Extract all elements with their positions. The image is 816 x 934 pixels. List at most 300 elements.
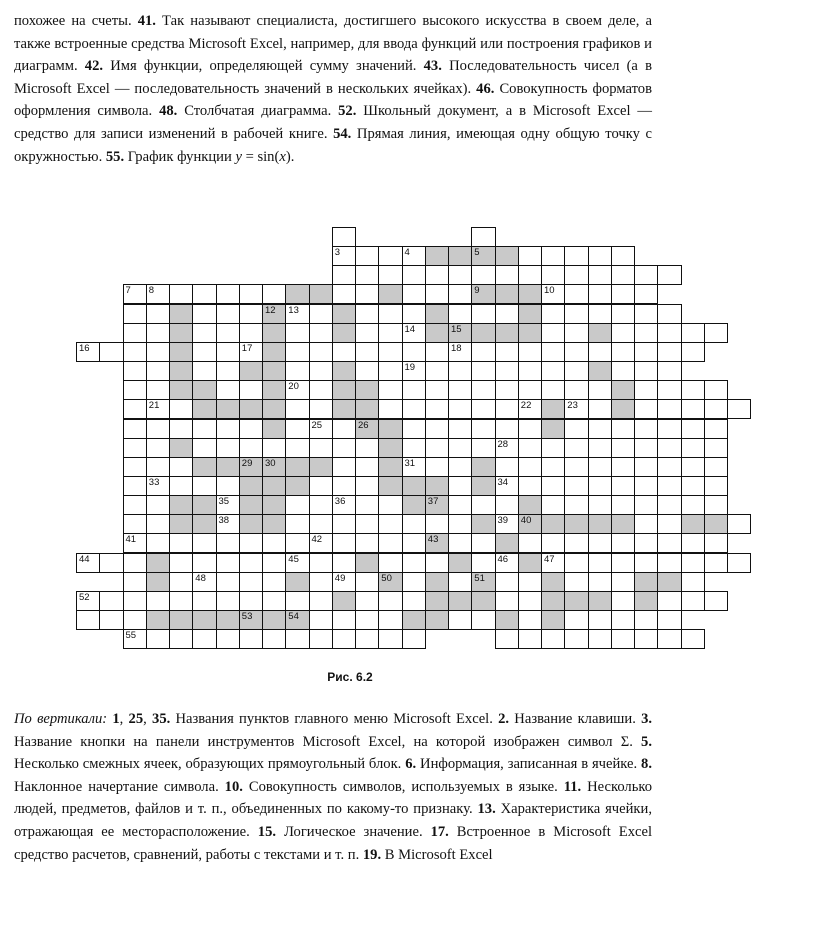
crossword-cell[interactable]	[378, 591, 402, 611]
crossword-cell[interactable]	[192, 629, 216, 649]
crossword-cell[interactable]	[657, 265, 681, 285]
crossword-cell[interactable]	[309, 572, 333, 592]
crossword-cell[interactable]	[169, 533, 193, 553]
crossword-cell[interactable]	[471, 495, 495, 515]
crossword-cell[interactable]	[611, 572, 635, 592]
crossword-cell[interactable]	[588, 304, 612, 324]
crossword-cell[interactable]	[495, 399, 519, 419]
crossword-cell[interactable]	[727, 553, 751, 573]
crossword-cell[interactable]	[634, 265, 658, 285]
crossword-cell[interactable]	[378, 265, 402, 285]
crossword-cell[interactable]	[704, 495, 728, 515]
crossword-cell[interactable]	[239, 533, 263, 553]
crossword-cell[interactable]	[634, 380, 658, 400]
crossword-cell[interactable]	[146, 533, 170, 553]
crossword-cell[interactable]	[123, 419, 147, 439]
crossword-cell[interactable]	[448, 514, 472, 534]
crossword-cell[interactable]	[634, 514, 658, 534]
crossword-cell[interactable]	[285, 495, 309, 515]
crossword-cell[interactable]	[448, 572, 472, 592]
crossword-cell[interactable]	[239, 419, 263, 439]
crossword-cell[interactable]	[704, 438, 728, 458]
crossword-cell[interactable]	[378, 304, 402, 324]
crossword-cell[interactable]	[216, 572, 240, 592]
crossword-cell[interactable]	[681, 438, 705, 458]
crossword-cell[interactable]	[448, 265, 472, 285]
crossword-cell[interactable]	[76, 610, 100, 630]
crossword-cell[interactable]	[518, 399, 542, 419]
crossword-cell[interactable]	[704, 553, 728, 573]
crossword-cell[interactable]	[611, 419, 635, 439]
crossword-cell[interactable]	[123, 572, 147, 592]
crossword-cell[interactable]	[518, 610, 542, 630]
crossword-cell[interactable]	[471, 610, 495, 630]
crossword-cell[interactable]	[425, 419, 449, 439]
crossword-cell[interactable]	[634, 419, 658, 439]
crossword-cell[interactable]	[239, 284, 263, 304]
crossword-cell[interactable]	[564, 380, 588, 400]
crossword-cell[interactable]	[192, 323, 216, 343]
crossword-cell[interactable]	[518, 265, 542, 285]
crossword-cell[interactable]	[657, 399, 681, 419]
crossword-cell[interactable]	[239, 342, 263, 362]
crossword-cell[interactable]	[634, 304, 658, 324]
crossword-cell[interactable]	[285, 323, 309, 343]
crossword-cell[interactable]	[448, 361, 472, 381]
crossword-cell[interactable]	[192, 591, 216, 611]
crossword-cell[interactable]	[332, 438, 356, 458]
crossword-cell[interactable]	[169, 284, 193, 304]
crossword-cell[interactable]	[518, 361, 542, 381]
crossword-cell[interactable]	[611, 533, 635, 553]
crossword-cell[interactable]	[123, 610, 147, 630]
crossword-cell[interactable]	[355, 284, 379, 304]
crossword-cell[interactable]	[123, 342, 147, 362]
crossword-cell[interactable]	[657, 495, 681, 515]
crossword-cell[interactable]	[262, 533, 286, 553]
crossword-cell[interactable]	[378, 342, 402, 362]
crossword-cell[interactable]	[378, 533, 402, 553]
crossword-cell[interactable]	[402, 246, 426, 266]
crossword-cell[interactable]	[332, 533, 356, 553]
crossword-cell[interactable]	[657, 476, 681, 496]
crossword-cell[interactable]	[518, 533, 542, 553]
crossword-cell[interactable]	[309, 438, 333, 458]
crossword-cell[interactable]	[564, 361, 588, 381]
crossword-cell[interactable]	[332, 572, 356, 592]
crossword-cell[interactable]	[471, 304, 495, 324]
crossword-cell[interactable]	[495, 629, 519, 649]
crossword-cell[interactable]	[239, 380, 263, 400]
crossword-cell[interactable]	[657, 323, 681, 343]
crossword-cell[interactable]	[285, 533, 309, 553]
crossword-cell[interactable]	[471, 438, 495, 458]
crossword-cell[interactable]	[564, 553, 588, 573]
crossword-cell[interactable]	[588, 457, 612, 477]
crossword-cell[interactable]	[378, 553, 402, 573]
crossword-cell[interactable]	[634, 323, 658, 343]
crossword-cell[interactable]	[634, 438, 658, 458]
crossword-cell[interactable]	[402, 591, 426, 611]
crossword-cell[interactable]	[355, 361, 379, 381]
crossword-cell[interactable]	[471, 553, 495, 573]
crossword-cell[interactable]	[309, 514, 333, 534]
crossword-cell[interactable]	[495, 572, 519, 592]
crossword-cell[interactable]	[309, 380, 333, 400]
crossword-cell[interactable]	[541, 323, 565, 343]
crossword-cell[interactable]	[146, 361, 170, 381]
crossword-cell[interactable]	[402, 419, 426, 439]
crossword-cell[interactable]	[541, 342, 565, 362]
crossword-cell[interactable]	[332, 246, 356, 266]
crossword-cell[interactable]	[402, 457, 426, 477]
crossword-cell[interactable]	[402, 304, 426, 324]
crossword-cell[interactable]	[681, 553, 705, 573]
crossword-cell[interactable]	[332, 610, 356, 630]
crossword-cell[interactable]	[495, 304, 519, 324]
crossword-cell[interactable]	[123, 438, 147, 458]
crossword-cell[interactable]	[216, 323, 240, 343]
crossword-cell[interactable]	[634, 495, 658, 515]
crossword-cell[interactable]	[657, 591, 681, 611]
crossword-cell[interactable]	[123, 514, 147, 534]
crossword-cell[interactable]	[657, 457, 681, 477]
crossword-cell[interactable]	[681, 457, 705, 477]
crossword-cell[interactable]	[239, 629, 263, 649]
crossword-cell[interactable]	[588, 610, 612, 630]
crossword-cell[interactable]	[681, 323, 705, 343]
crossword-cell[interactable]	[192, 533, 216, 553]
crossword-cell[interactable]	[471, 380, 495, 400]
crossword-cell[interactable]	[588, 495, 612, 515]
crossword-cell[interactable]	[588, 399, 612, 419]
crossword-cell[interactable]	[123, 380, 147, 400]
crossword-cell[interactable]	[634, 629, 658, 649]
crossword-cell[interactable]	[192, 438, 216, 458]
crossword-cell[interactable]	[402, 399, 426, 419]
crossword-cell[interactable]	[402, 629, 426, 649]
crossword-cell[interactable]	[448, 610, 472, 630]
crossword-cell[interactable]	[611, 304, 635, 324]
crossword-cell[interactable]	[262, 438, 286, 458]
crossword-cell[interactable]	[216, 438, 240, 458]
crossword-cell[interactable]	[123, 533, 147, 553]
crossword-cell[interactable]	[402, 533, 426, 553]
crossword-cell[interactable]	[146, 419, 170, 439]
crossword-cell[interactable]	[425, 342, 449, 362]
crossword-cell[interactable]	[634, 284, 658, 304]
crossword-cell[interactable]	[123, 476, 147, 496]
crossword-cell[interactable]	[588, 553, 612, 573]
crossword-cell[interactable]	[448, 438, 472, 458]
crossword-cell[interactable]	[611, 553, 635, 573]
crossword-cell[interactable]	[564, 476, 588, 496]
crossword-cell[interactable]	[495, 342, 519, 362]
crossword-cell[interactable]	[588, 265, 612, 285]
crossword-cell[interactable]	[588, 438, 612, 458]
crossword-cell[interactable]	[564, 533, 588, 553]
crossword-cell[interactable]	[146, 342, 170, 362]
crossword-cell[interactable]	[402, 342, 426, 362]
crossword-cell[interactable]	[378, 610, 402, 630]
crossword-cell[interactable]	[146, 399, 170, 419]
crossword-cell[interactable]	[611, 495, 635, 515]
crossword-cell[interactable]	[402, 553, 426, 573]
crossword-cell[interactable]	[216, 342, 240, 362]
crossword-cell[interactable]	[262, 553, 286, 573]
crossword-cell[interactable]	[239, 323, 263, 343]
crossword-cell[interactable]	[634, 610, 658, 630]
crossword-cell[interactable]	[309, 342, 333, 362]
crossword-cell[interactable]	[425, 438, 449, 458]
crossword-cell[interactable]	[332, 284, 356, 304]
crossword-cell[interactable]	[704, 457, 728, 477]
crossword-cell[interactable]	[681, 572, 705, 592]
crossword-cell[interactable]	[192, 304, 216, 324]
crossword-cell[interactable]	[495, 265, 519, 285]
crossword-cell[interactable]	[681, 342, 705, 362]
crossword-cell[interactable]	[285, 553, 309, 573]
crossword-cell[interactable]	[123, 304, 147, 324]
crossword-cell[interactable]	[657, 380, 681, 400]
crossword-cell[interactable]	[285, 591, 309, 611]
crossword-cell[interactable]	[123, 361, 147, 381]
crossword-cell[interactable]	[355, 457, 379, 477]
crossword-cell[interactable]	[425, 284, 449, 304]
crossword-cell[interactable]	[216, 284, 240, 304]
crossword-cell[interactable]	[309, 304, 333, 324]
crossword-cell[interactable]	[448, 533, 472, 553]
crossword-cell[interactable]	[123, 629, 147, 649]
crossword-cell[interactable]	[332, 495, 356, 515]
crossword-cell[interactable]	[518, 419, 542, 439]
crossword-cell[interactable]	[448, 304, 472, 324]
crossword-cell[interactable]	[169, 457, 193, 477]
crossword-cell[interactable]	[332, 553, 356, 573]
crossword-cell[interactable]	[564, 246, 588, 266]
crossword-cell[interactable]	[518, 572, 542, 592]
crossword-cell[interactable]	[123, 495, 147, 515]
crossword-cell[interactable]	[216, 514, 240, 534]
crossword-cell[interactable]	[541, 380, 565, 400]
crossword-cell[interactable]	[681, 419, 705, 439]
crossword-cell[interactable]	[657, 533, 681, 553]
crossword-cell[interactable]	[123, 323, 147, 343]
crossword-cell[interactable]	[146, 591, 170, 611]
crossword-cell[interactable]	[541, 495, 565, 515]
crossword-cell[interactable]	[332, 342, 356, 362]
crossword-cell[interactable]	[99, 342, 123, 362]
crossword-cell[interactable]	[634, 476, 658, 496]
crossword-cell[interactable]	[611, 323, 635, 343]
crossword-cell[interactable]	[425, 514, 449, 534]
crossword-cell[interactable]	[495, 553, 519, 573]
crossword-cell[interactable]	[285, 380, 309, 400]
crossword-cell[interactable]	[681, 591, 705, 611]
crossword-cell[interactable]	[123, 284, 147, 304]
crossword-cell[interactable]	[99, 610, 123, 630]
crossword-cell[interactable]	[634, 399, 658, 419]
crossword-cell[interactable]	[332, 419, 356, 439]
crossword-cell[interactable]	[309, 419, 333, 439]
crossword-cell[interactable]	[541, 457, 565, 477]
crossword-cell[interactable]	[541, 476, 565, 496]
crossword-cell[interactable]	[564, 419, 588, 439]
crossword-cell[interactable]	[239, 553, 263, 573]
crossword-cell[interactable]	[355, 572, 379, 592]
crossword-cell[interactable]	[309, 610, 333, 630]
crossword-cell[interactable]	[123, 591, 147, 611]
crossword-cell[interactable]	[681, 533, 705, 553]
crossword-cell[interactable]	[378, 629, 402, 649]
crossword-cell[interactable]	[495, 457, 519, 477]
crossword-cell[interactable]	[541, 304, 565, 324]
crossword-cell[interactable]	[518, 591, 542, 611]
crossword-cell[interactable]	[169, 591, 193, 611]
crossword-cell[interactable]	[471, 419, 495, 439]
crossword-cell[interactable]	[541, 284, 565, 304]
crossword-cell[interactable]	[495, 361, 519, 381]
crossword-cell[interactable]	[495, 495, 519, 515]
crossword-cell[interactable]	[355, 610, 379, 630]
crossword-cell[interactable]	[262, 629, 286, 649]
crossword-cell[interactable]	[611, 342, 635, 362]
crossword-cell[interactable]	[309, 629, 333, 649]
crossword-cell[interactable]	[355, 438, 379, 458]
crossword-cell[interactable]	[541, 438, 565, 458]
crossword-cell[interactable]	[564, 495, 588, 515]
crossword-cell[interactable]	[402, 514, 426, 534]
crossword-cell[interactable]	[402, 361, 426, 381]
crossword-cell[interactable]	[588, 572, 612, 592]
crossword-cell[interactable]	[402, 265, 426, 285]
crossword-cell[interactable]	[239, 591, 263, 611]
crossword-cell[interactable]	[123, 399, 147, 419]
crossword-cell[interactable]	[634, 342, 658, 362]
crossword-cell[interactable]	[564, 629, 588, 649]
crossword-cell[interactable]	[704, 591, 728, 611]
crossword-cell[interactable]	[448, 399, 472, 419]
crossword-cell[interactable]	[448, 419, 472, 439]
crossword-cell[interactable]	[611, 476, 635, 496]
crossword-cell[interactable]	[727, 514, 751, 534]
crossword-cell[interactable]	[285, 438, 309, 458]
crossword-cell[interactable]	[518, 380, 542, 400]
crossword-cell[interactable]	[518, 476, 542, 496]
crossword-cell[interactable]	[704, 323, 728, 343]
crossword-cell[interactable]	[239, 304, 263, 324]
crossword-cell[interactable]	[564, 323, 588, 343]
crossword-cell[interactable]	[355, 514, 379, 534]
crossword-cell[interactable]	[216, 533, 240, 553]
crossword-cell[interactable]	[611, 610, 635, 630]
crossword-cell[interactable]	[309, 495, 333, 515]
crossword-cell[interactable]	[518, 438, 542, 458]
crossword-cell[interactable]	[564, 438, 588, 458]
crossword-cell[interactable]	[541, 553, 565, 573]
crossword-cell[interactable]	[192, 553, 216, 573]
crossword-cell[interactable]	[262, 591, 286, 611]
crossword-cell[interactable]	[99, 591, 123, 611]
crossword-cell[interactable]	[216, 361, 240, 381]
crossword-cell[interactable]	[378, 380, 402, 400]
crossword-cell[interactable]	[541, 246, 565, 266]
crossword-cell[interactable]	[216, 419, 240, 439]
crossword-cell[interactable]	[588, 342, 612, 362]
crossword-cell[interactable]	[378, 399, 402, 419]
crossword-cell[interactable]	[495, 514, 519, 534]
crossword-cell[interactable]	[425, 457, 449, 477]
crossword-cell[interactable]	[355, 591, 379, 611]
crossword-cell[interactable]	[588, 246, 612, 266]
crossword-cell[interactable]	[471, 399, 495, 419]
crossword-cell[interactable]	[355, 495, 379, 515]
crossword-cell[interactable]	[657, 610, 681, 630]
crossword-cell[interactable]	[471, 361, 495, 381]
crossword-cell[interactable]	[495, 419, 519, 439]
crossword-cell[interactable]	[657, 361, 681, 381]
crossword-cell[interactable]	[169, 476, 193, 496]
crossword-cell[interactable]	[169, 572, 193, 592]
crossword-cell[interactable]	[402, 380, 426, 400]
crossword-cell[interactable]	[146, 476, 170, 496]
crossword-cell[interactable]	[471, 533, 495, 553]
crossword-cell[interactable]	[611, 284, 635, 304]
crossword-cell[interactable]	[285, 514, 309, 534]
crossword-cell[interactable]	[285, 361, 309, 381]
crossword-cell[interactable]	[378, 361, 402, 381]
crossword-cell[interactable]	[216, 553, 240, 573]
crossword-cell[interactable]	[564, 265, 588, 285]
crossword-cell[interactable]	[564, 610, 588, 630]
crossword-cell[interactable]	[448, 380, 472, 400]
crossword-cell[interactable]	[425, 553, 449, 573]
crossword-cell[interactable]	[657, 629, 681, 649]
crossword-cell[interactable]	[657, 514, 681, 534]
crossword-cell[interactable]	[448, 476, 472, 496]
crossword-cell[interactable]	[657, 419, 681, 439]
crossword-cell[interactable]	[611, 629, 635, 649]
crossword-cell[interactable]	[495, 438, 519, 458]
crossword-cell[interactable]	[332, 227, 356, 247]
crossword-cell[interactable]	[146, 438, 170, 458]
crossword-cell[interactable]	[518, 246, 542, 266]
crossword-cell[interactable]	[378, 495, 402, 515]
crossword-cell[interactable]	[402, 284, 426, 304]
crossword-cell[interactable]	[309, 361, 333, 381]
crossword-cell[interactable]	[402, 438, 426, 458]
crossword-cell[interactable]	[309, 533, 333, 553]
crossword-cell[interactable]	[518, 457, 542, 477]
crossword-cell[interactable]	[309, 591, 333, 611]
crossword-cell[interactable]	[634, 533, 658, 553]
crossword-cell[interactable]	[355, 476, 379, 496]
crossword-cell[interactable]	[611, 361, 635, 381]
crossword-cell[interactable]	[704, 476, 728, 496]
crossword-cell[interactable]	[146, 514, 170, 534]
crossword-cell[interactable]	[169, 399, 193, 419]
crossword-cell[interactable]	[309, 476, 333, 496]
crossword-cell[interactable]	[448, 342, 472, 362]
crossword-cell[interactable]	[309, 323, 333, 343]
crossword-cell[interactable]	[285, 399, 309, 419]
crossword-cell[interactable]	[146, 380, 170, 400]
crossword-cell[interactable]	[146, 304, 170, 324]
crossword-cell[interactable]	[378, 514, 402, 534]
crossword-cell[interactable]	[681, 495, 705, 515]
crossword-cell[interactable]	[355, 342, 379, 362]
crossword-cell[interactable]	[355, 323, 379, 343]
